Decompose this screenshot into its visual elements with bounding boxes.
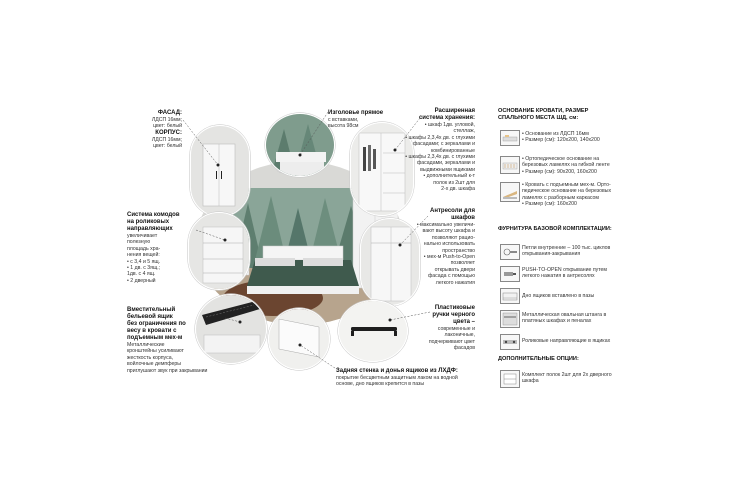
hardware-title: ФУРНИТУРА БАЗОВОЙ КОМПЛЕКТАЦИИ:: [498, 226, 612, 232]
storage-title-1: Расширенная: [434, 108, 475, 114]
hardware-item-4-line-2: платяных шкафах и пеналах: [522, 318, 592, 325]
base-item-3-line-3: ламелях с разборным каркасом: [522, 194, 599, 201]
back-wall-line-2: основе, дно ящиков крепится в пазы: [336, 381, 425, 388]
storage-line-3: фасадами; с зеркалами и: [413, 141, 475, 148]
mezzanine-line-10: легкого нажатия: [435, 279, 475, 286]
base-item-1-line-1: • Основание из ЛДСП 16мм: [522, 131, 589, 137]
mezzanine-spec: [415, 208, 475, 286]
bedbox-line-2: кронштейны усиливают: [127, 348, 184, 355]
bedbox-line-3: жесткость корпуса,: [127, 354, 174, 361]
body-line-1: ЛДСП 16мм;: [151, 136, 182, 143]
hardware-item-2-line-1: PUSH-TO-OPEN открывание путем: [522, 267, 607, 273]
base-item-2-line-3: • Размер (см): 90х200, 160х200: [522, 168, 597, 175]
base-item-2-line-2: березовых ламелях на гибкой ленте: [522, 162, 610, 169]
storage-line-1: • шкаф 1дв. угловой, стеллаж,: [424, 122, 475, 135]
hinge-icon: [500, 244, 520, 260]
bed-base-chipboard-icon: [500, 130, 520, 146]
storage-line-4: комбинированные: [430, 147, 475, 154]
hardware-item-1: [522, 245, 652, 258]
headboard-title: Изголовье прямое: [328, 110, 384, 116]
hardware-item-1-line-2: открывания-закрывания: [522, 251, 581, 258]
mezzanine-line-7: позволяет: [450, 260, 475, 267]
body-line-2: цвет: белый: [153, 143, 182, 150]
headboard-spec: [328, 110, 388, 130]
hardware-item-3: [522, 293, 652, 299]
drawers-line-6: • 1 дв. с 3ящ.;: [127, 265, 161, 272]
hardware-item-5-line-1: Роликовые направляющие в ящиках: [522, 338, 611, 344]
base-item-3-line-2: педическое основание на березовых: [522, 188, 612, 195]
mezzanine-title-2: шкафов: [451, 215, 475, 221]
handles-line-4: фасадов: [453, 345, 475, 352]
storage-line-9: полок из 2шт для: [433, 179, 475, 186]
hardware-item-2-line-2: легкого нажатия в антресолях: [522, 273, 595, 280]
drawers-line-8: • 2 дверный: [127, 277, 156, 284]
facade-line-1: ЛДСП 16мм;: [151, 117, 182, 123]
bedbox-line-5: приглушают звук при закрывании: [127, 367, 208, 374]
bed-base-slats-icon: [500, 156, 520, 174]
option-item-1-line-2: шкафа: [522, 378, 539, 385]
drawers-title-1: Система комодов: [127, 212, 180, 218]
base-title-1: ОСНОВАНИЕ КРОВАТИ, РАЗМЕР: [498, 108, 589, 114]
bedbox-title-2: бельевой ящик: [127, 314, 173, 320]
mezzanine-line-4: нально использовать: [423, 241, 475, 248]
storage-line-7: выдвижными ящиками: [420, 166, 475, 173]
storage-line-8: • дополнительный к-т: [423, 173, 475, 180]
hardware-item-4-line-1: Металлическая овальная штанга в: [522, 312, 607, 318]
drawers-line-4: нения вещей:: [127, 252, 160, 259]
bedbox-title-4: весу в кровати с: [127, 328, 177, 334]
hardware-item-2: [522, 267, 652, 280]
options-title: ДОПОЛНИТЕЛЬНЫЕ ОПЦИИ:: [498, 356, 579, 362]
facade-label: ФАСАД:: [157, 110, 182, 116]
mezzanine-line-6: • мех-м Push-to-Open: [423, 254, 475, 261]
bedbox-title-1: Вместительный: [127, 307, 176, 313]
hardware-item-1-line-1: Петли внутренние – 100 тыс. циклов: [522, 245, 611, 251]
roller-guide-icon: [500, 334, 520, 350]
base-title-2: СПАЛЬНОГО МЕСТА ШД, см:: [498, 114, 579, 121]
storage-line-6: фасадами, зеркалами и: [417, 160, 475, 167]
mezzanine-title-1: Антресоли для: [430, 208, 475, 214]
handles-spec: [415, 305, 475, 352]
facade-line-2: цвет: белый: [153, 123, 182, 130]
back-wall-line-1: покрытие бесцветным защитным лаком на водной: [336, 375, 458, 381]
hardware-item-5: [522, 338, 652, 344]
back-wall-title: Задняя стенка и донья ящиков из ЛХДФ:: [336, 368, 458, 374]
drawers-line-3: площадь хра-: [127, 245, 161, 252]
storage-line-2: • шкафы 2,3,4х дв. с глухими: [405, 134, 475, 141]
base-item-2-line-1: • Ортопедическое основание на: [522, 156, 600, 162]
bedbox-line-1: Металлические: [127, 342, 165, 348]
drawers-line-5: • с 3,4 и 5 ящ.: [127, 258, 161, 265]
option-item-1: [522, 372, 652, 385]
body-label: КОРПУС:: [155, 129, 182, 136]
drawers-line-2: полезную: [127, 239, 151, 246]
drawers-title-3: направляющих: [127, 226, 173, 232]
base-item-3-line-4: • Размер (см): 160х200: [522, 201, 577, 208]
mezzanine-line-9: фасада с помощью: [427, 273, 475, 280]
storage-line-5: • шкафы 2,3,4х дв. с глухими: [405, 154, 475, 161]
storage-line-10: 2-х дв. шкафа: [441, 186, 475, 193]
base-item-2: [522, 156, 652, 175]
handles-title-3: цвета –: [453, 319, 475, 325]
base-item-1-line-2: • Размер (см): 120х200, 140х200: [522, 137, 600, 144]
base-item-3-line-1: • Кровать с подъемным мех-м. Орто-: [522, 182, 611, 188]
handles-line-3: подчеркивают цвет: [428, 338, 475, 345]
bedbox-title-5: подъемным мех-м: [127, 335, 183, 341]
hanger-rail-icon: [500, 310, 520, 328]
handles-line-2: лаконичные,: [444, 332, 475, 339]
bedbox-line-4: войлочные демпферы: [127, 361, 182, 368]
drawers-line-1: увеличивает: [127, 233, 158, 239]
mezzanine-line-1: • максимально увеличи-: [416, 222, 475, 228]
option-item-1-line-1: Комплект полок 2шт для 2х дверного: [522, 372, 612, 378]
shelf-kit-icon: [500, 370, 520, 388]
mezzanine-line-2: вают высоту шкафа и: [422, 228, 475, 235]
right-panel: [498, 108, 648, 122]
handles-title-2: ручки черного: [432, 312, 475, 318]
mezzanine-line-8: открывать двери: [434, 266, 475, 273]
drawers-line-7: 1дв. с 4 ящ.: [127, 271, 156, 278]
storage-spec: [405, 108, 475, 192]
headboard-line-2: высота 98см: [328, 123, 359, 130]
hardware-item-4: [522, 312, 652, 325]
handles-title-1: Пластиковые: [434, 305, 475, 311]
headboard-line-1: с вставками,: [328, 117, 359, 123]
drawers-title-2: на роликовых: [127, 219, 170, 225]
bed-lift-mechanism-icon: [500, 182, 520, 202]
mezzanine-line-3: позволяют рацио-: [431, 234, 475, 241]
drawer-bottom-icon: [500, 288, 520, 304]
bedbox-title-3: без ограничения по: [127, 321, 186, 327]
base-item-3: [522, 182, 652, 208]
handles-line-1: современные и: [437, 326, 475, 332]
hardware-item-3-line-1: Дно ящиков вставлено в пазы: [522, 293, 595, 299]
push-to-open-icon: [500, 266, 520, 282]
base-item-1: [522, 131, 652, 144]
mezzanine-line-5: пространство: [442, 247, 475, 254]
back-wall-spec: [336, 368, 476, 388]
storage-title-2: система хранения:: [418, 115, 475, 121]
